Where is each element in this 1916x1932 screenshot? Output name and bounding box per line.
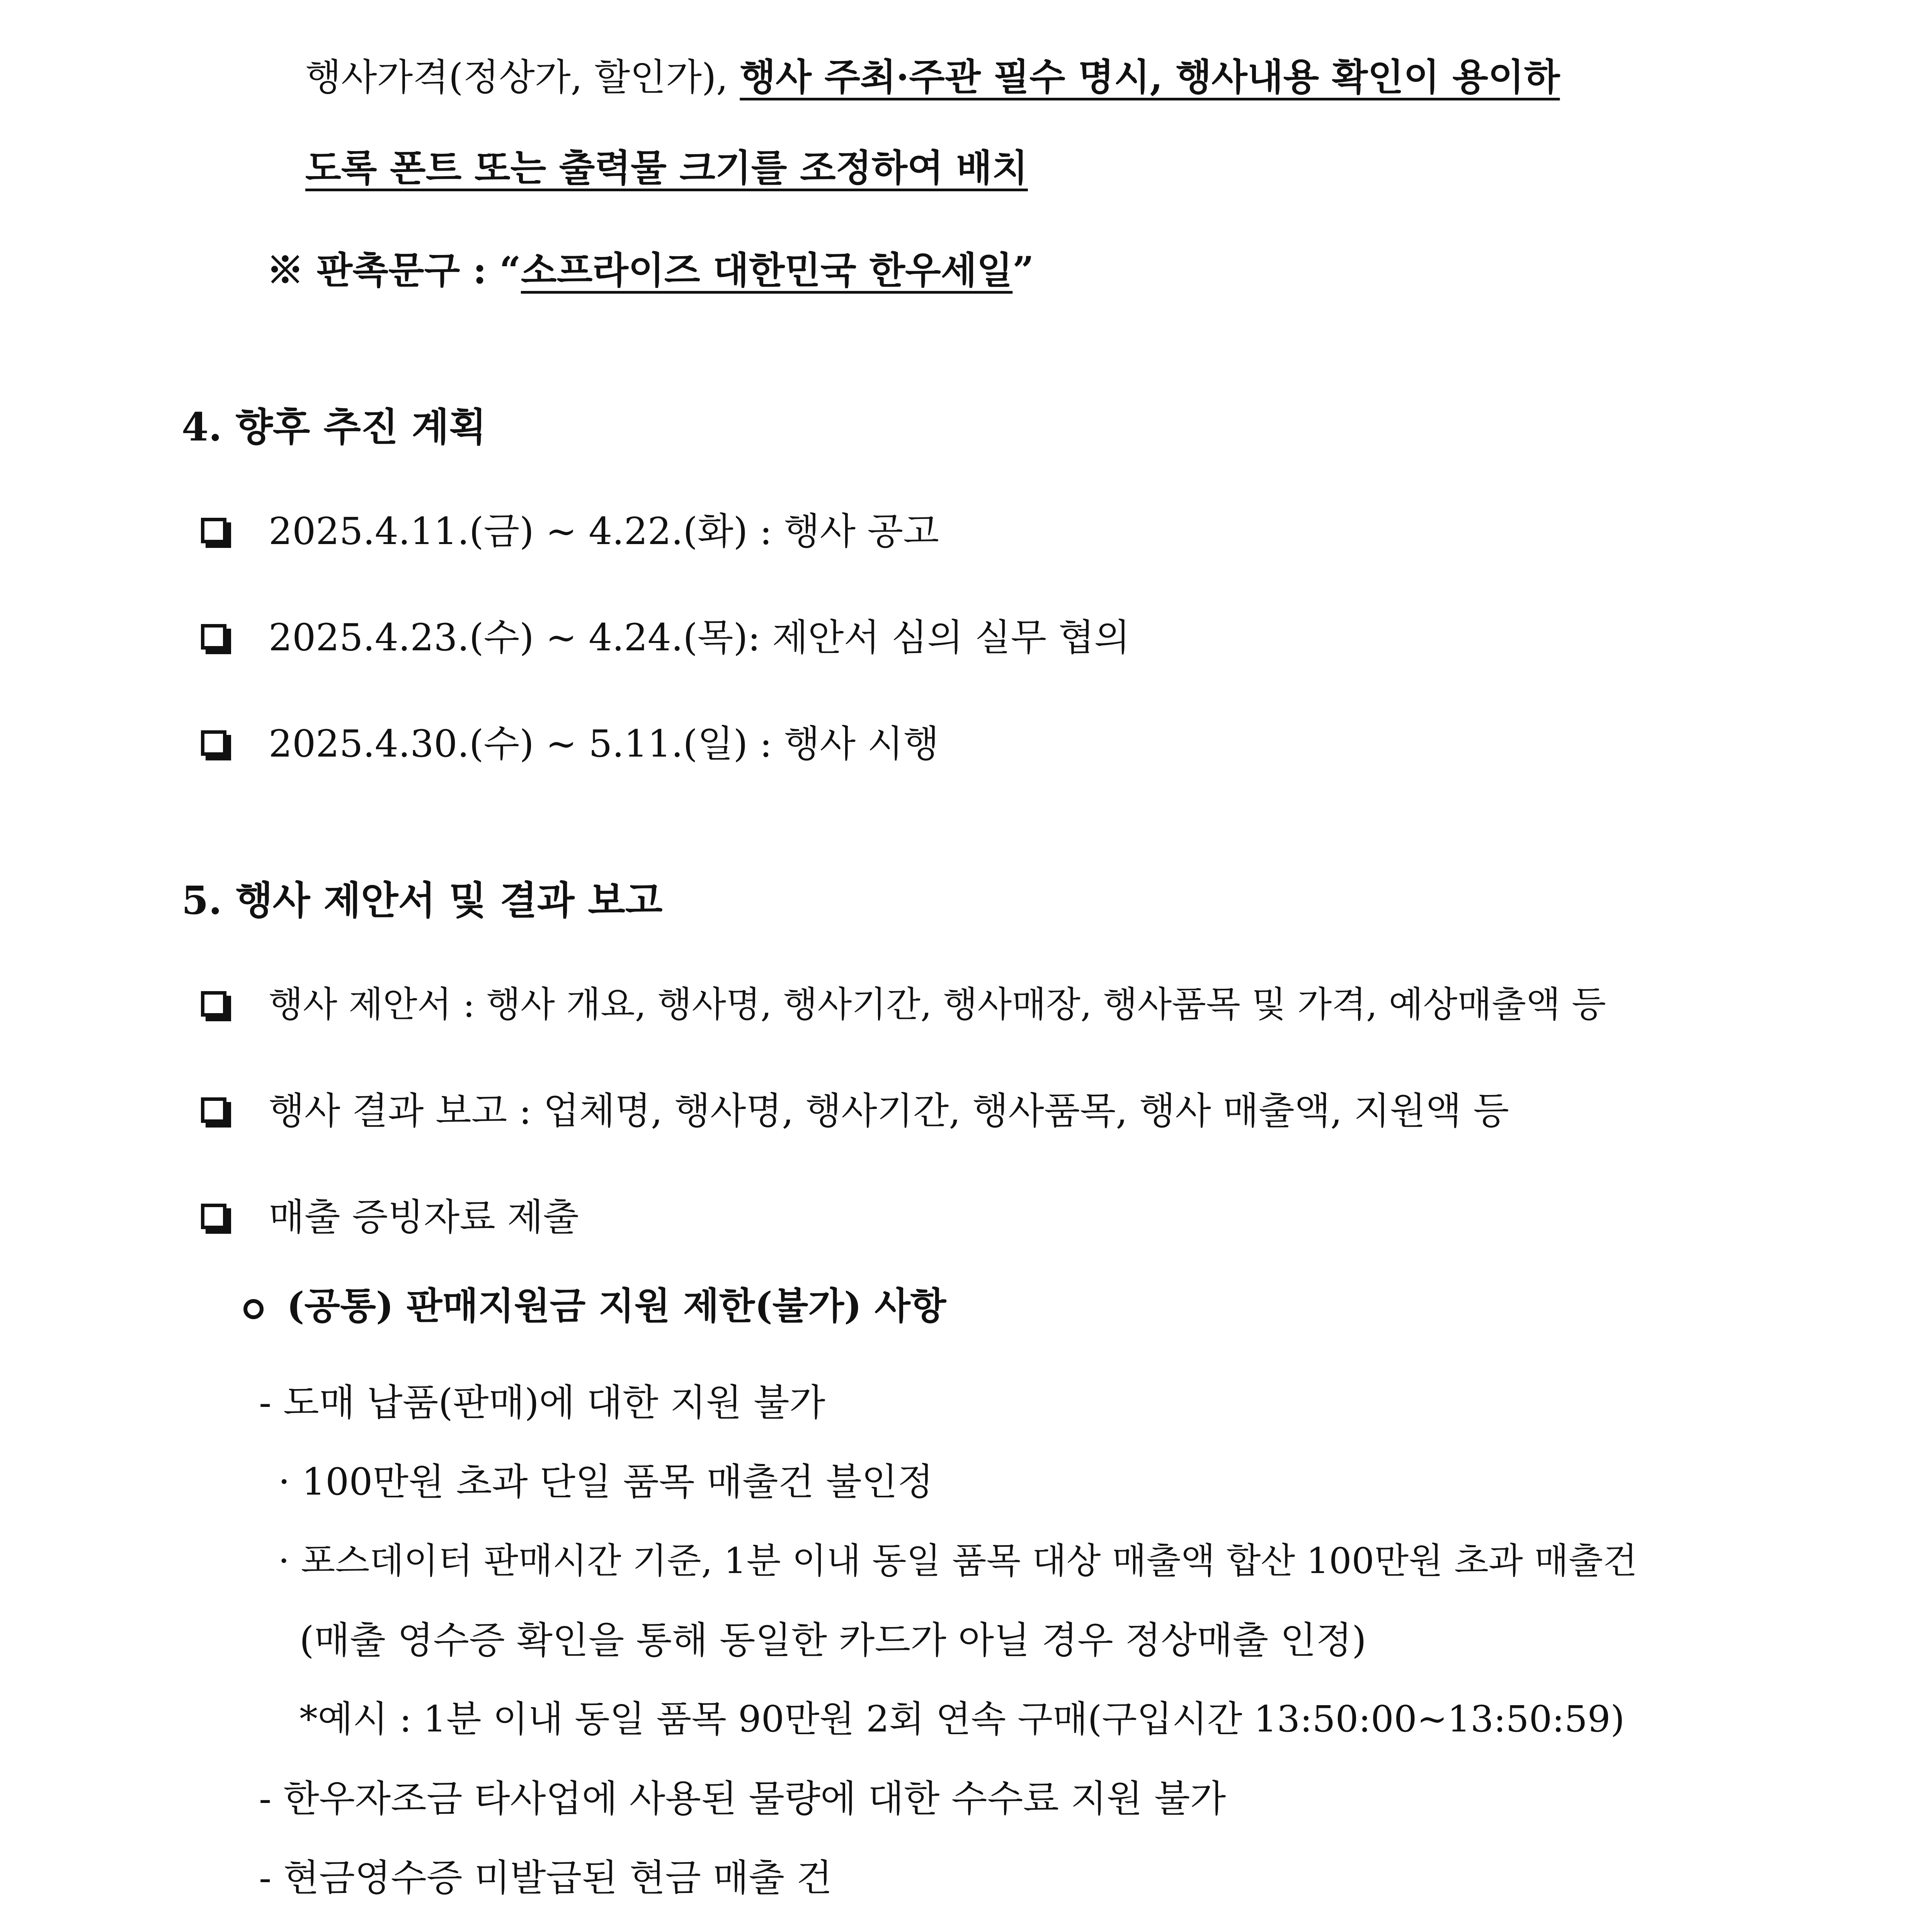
schedule-item — [201, 719, 939, 769]
schedule-item-text: 2025.4.11.(금) ~ 4.22.(화) : 행사 공고 — [269, 510, 939, 553]
detail-line: - 현금영수증 미발급된 현금 매출 건 — [259, 1856, 832, 1900]
slogan-prefix: ※ 판촉문구 : “ — [267, 248, 521, 292]
intro-line-2-emphasis: 도록 폰트 또는 출력물 크기를 조정하여 배치 — [305, 146, 1028, 190]
intro-line-1 — [305, 52, 1560, 102]
schedule-item — [201, 506, 939, 556]
section-5-title: 5. 행사 제안서 및 결과 보고 — [182, 878, 663, 923]
detail-line: - 도매 납품(판매)에 대한 지원 불가 — [259, 1381, 825, 1424]
slogan-suffix: ” — [1012, 248, 1034, 292]
intro-line-1-emphasis: 행사 주최·주관 필수 명시, 행사내용 확인이 용이하 — [740, 55, 1560, 99]
report-item-text: 매출 증빙자료 제출 — [269, 1196, 579, 1239]
detail-line: *예시 : 1분 이내 동일 품목 90만원 2회 연속 구매(구입시간 13:50:00~13:50:59) — [299, 1698, 1625, 1740]
report-item-text: 행사 제안서 : 행사 개요, 행사명, 행사기간, 행사매장, 행사품목 및 가격, 예상매출액 등 — [269, 984, 1606, 1025]
intro-line-2 — [305, 143, 1028, 193]
circle-bullet-icon — [243, 1299, 264, 1319]
schedule-item-text: 2025.4.23.(수) ~ 4.24.(목): 제안서 심의 실무 협의 — [269, 616, 1130, 659]
slogan-line — [267, 245, 1034, 296]
detail-line: · 포스데이터 판매시간 기준, 1분 이내 동일 품목 대상 매출액 합산 100만원 초과 매출건 — [278, 1540, 1637, 1582]
report-item-text: 행사 결과 보고 : 업체명, 행사명, 행사기간, 행사품목, 행사 매출액, 지원액 등 — [269, 1089, 1509, 1133]
schedule-item-text: 2025.4.30.(수) ~ 5.11.(일) : 행사 시행 — [269, 722, 939, 765]
checkbox-icon — [201, 1204, 226, 1229]
detail-line: · 100만원 초과 단일 품목 매출건 불인정 — [278, 1460, 934, 1503]
report-item — [201, 980, 1606, 1030]
checkbox-icon — [201, 624, 226, 650]
checkbox-icon — [201, 1097, 226, 1123]
checkbox-icon — [201, 991, 226, 1017]
checkbox-icon — [201, 730, 226, 756]
schedule-item — [201, 612, 1130, 663]
sub-heading-text: (공통) 판매지원금 지원 제한(불가) 사항 — [287, 1284, 946, 1328]
report-item — [201, 1192, 579, 1242]
detail-line: - 한우자조금 타사업에 사용된 물량에 대한 수수료 지원 불가 — [259, 1777, 1226, 1820]
sub-heading — [243, 1281, 946, 1331]
slogan-text: 소프라이즈 대한민국 한우세일 — [521, 248, 1013, 292]
intro-line-1-plain: 행사가격(정상가, 할인가), — [305, 56, 740, 99]
detail-line: (매출 영수증 확인을 통해 동일한 카드가 아닐 경우 정상매출 인정) — [299, 1619, 1366, 1662]
section-4-title: 4. 향후 추진 계획 — [182, 404, 487, 450]
checkbox-icon — [201, 518, 226, 543]
report-item — [201, 1086, 1509, 1136]
